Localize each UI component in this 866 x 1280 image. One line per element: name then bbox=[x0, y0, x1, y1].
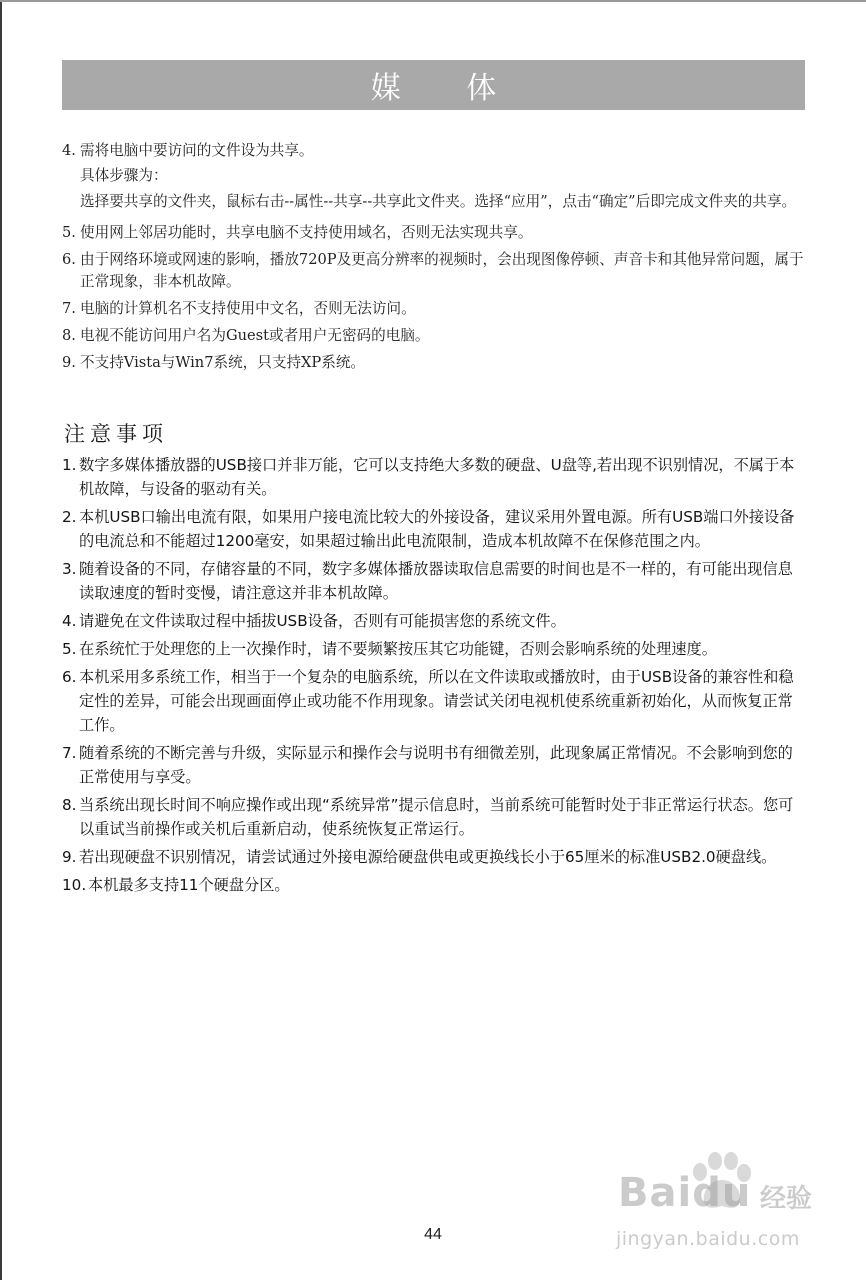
item-number: 9. bbox=[62, 354, 76, 371]
item-number: 4. bbox=[62, 612, 77, 630]
substep-text: 选择要共享的文件夹，鼠标右击--属性--共享--共享此文件夹。选择“应用”，点击“确定”后即完成文件夹的共享。 bbox=[80, 193, 797, 210]
item-text: 请避免在文件读取过程中插拔USB设备，否则有可能损害您的系统文件。 bbox=[79, 612, 566, 630]
list-item bbox=[62, 665, 806, 737]
item-number: 7. bbox=[62, 300, 76, 317]
item-text: 随着设备的不同，存储容量的不同，数字多媒体播放器读取信息需要的时间也是不一样的，有可能出现信息读取速度的暂时变慢，请注意这并非本机故障。 bbox=[79, 560, 793, 602]
item-number: 2. bbox=[62, 508, 77, 526]
item-number: 4. bbox=[62, 142, 76, 159]
item-number: 10. bbox=[62, 876, 87, 894]
item-text: 数字多媒体播放器的USB接口并非万能，它可以支持绝大多数的硬盘、U盘等,若出现不识别情况，不属于本机故障，与设备的驱动有关。 bbox=[79, 456, 795, 498]
item-number: 7. bbox=[62, 744, 77, 762]
item-text: 若出现硬盘不识别情况，请尝试通过外接电源给硬盘供电或更换线长小于65厘米的标准USB2.0硬盘线。 bbox=[79, 848, 777, 866]
item-text: 由于网络环境或网速的影响，播放720P及更高分辨率的视频时，会出现图像停顿、声音卡和其他异常问题，属于正常现象，非本机故障。 bbox=[80, 251, 804, 290]
substep-heading: 具体步骤为： bbox=[80, 167, 168, 184]
item-number: 8. bbox=[62, 796, 77, 814]
item-text: 本机最多支持11个硬盘分区。 bbox=[88, 876, 290, 894]
list-item bbox=[62, 352, 806, 374]
chapter-header bbox=[62, 60, 805, 110]
item-text: 使用网上邻居功能时，共享电脑不支持使用域名，否则无法实现共享。 bbox=[80, 224, 533, 241]
page-edge-left bbox=[0, 0, 2, 1280]
chapter-title: 媒 体 bbox=[370, 71, 525, 106]
page-number: 44 bbox=[424, 1226, 442, 1243]
item-number: 3. bbox=[62, 560, 77, 578]
page-edge-top bbox=[0, 0, 866, 2]
list-item bbox=[62, 249, 806, 293]
list-item bbox=[62, 609, 806, 633]
list-item bbox=[62, 557, 806, 605]
item-text: 不支持Vista与Win7系统，只支持XP系统。 bbox=[80, 354, 366, 371]
item-text: 本机采用多系统工作，相当于一个复杂的电脑系统，所以在文件读取或播放时，由于USB设备的兼容性和稳定性的差异，可能会出现画面停止或功能不作用现象。请尝试关闭电视机使系统重新初始化，从而恢复正常工作。 bbox=[79, 668, 794, 734]
list-item bbox=[62, 793, 806, 841]
item-number: 6. bbox=[62, 668, 77, 686]
item-number: 6. bbox=[62, 251, 76, 268]
item-number: 5. bbox=[62, 640, 77, 658]
list-item bbox=[62, 140, 806, 217]
sharing-notes-list bbox=[62, 140, 806, 379]
list-item bbox=[62, 325, 806, 347]
list-item bbox=[62, 845, 806, 869]
item-text: 在系统忙于处理您的上一次操作时，请不要频繁按压其它功能键，否则会影响系统的处理速度。 bbox=[79, 640, 717, 658]
item-number: 1. bbox=[62, 456, 77, 474]
notes-section-title: 注意事项 bbox=[64, 422, 168, 446]
list-item bbox=[62, 505, 806, 553]
list-item bbox=[62, 298, 806, 320]
watermark-url: jingyan.baidu.com bbox=[616, 1228, 800, 1250]
notes-list bbox=[62, 453, 806, 901]
item-number: 5. bbox=[62, 224, 76, 241]
item-substeps bbox=[80, 165, 806, 213]
baidu-jingyan-watermark bbox=[612, 1150, 822, 1270]
watermark-brand: Baidu bbox=[618, 1170, 752, 1216]
item-text: 本机USB口输出电流有限，如果用户接电流比较大的外接设备，建议采用外置电源。所有USB端口外接设备的电流总和不能超过1200毫安，如果超过输出此电流限制，造成本机故障不在保修范围之内。 bbox=[79, 508, 795, 550]
item-text: 需将电脑中要访问的文件设为共享。 bbox=[80, 142, 314, 159]
item-text: 电脑的计算机名不支持使用中文名，否则无法访问。 bbox=[80, 300, 416, 317]
list-item bbox=[62, 637, 806, 661]
list-item bbox=[62, 453, 806, 501]
list-item bbox=[62, 222, 806, 244]
item-text: 电视不能访问用户名为Guest或者用户无密码的电脑。 bbox=[80, 327, 430, 344]
item-number: 8. bbox=[62, 327, 76, 344]
item-text: 当系统出现长时间不响应操作或出现“系统异常”提示信息时，当前系统可能暂时处于非正常运行状态。您可以重试当前操作或关机后重新启动，使系统恢复正常运行。 bbox=[79, 796, 794, 838]
list-item bbox=[62, 741, 806, 789]
watermark-sub: 经验 bbox=[760, 1184, 813, 1214]
item-number: 9. bbox=[62, 848, 77, 866]
list-item bbox=[62, 873, 806, 897]
item-text: 随着系统的不断完善与升级，实际显示和操作会与说明书有细微差别，此现象属正常情况。不会影响到您的正常使用与享受。 bbox=[79, 744, 793, 786]
